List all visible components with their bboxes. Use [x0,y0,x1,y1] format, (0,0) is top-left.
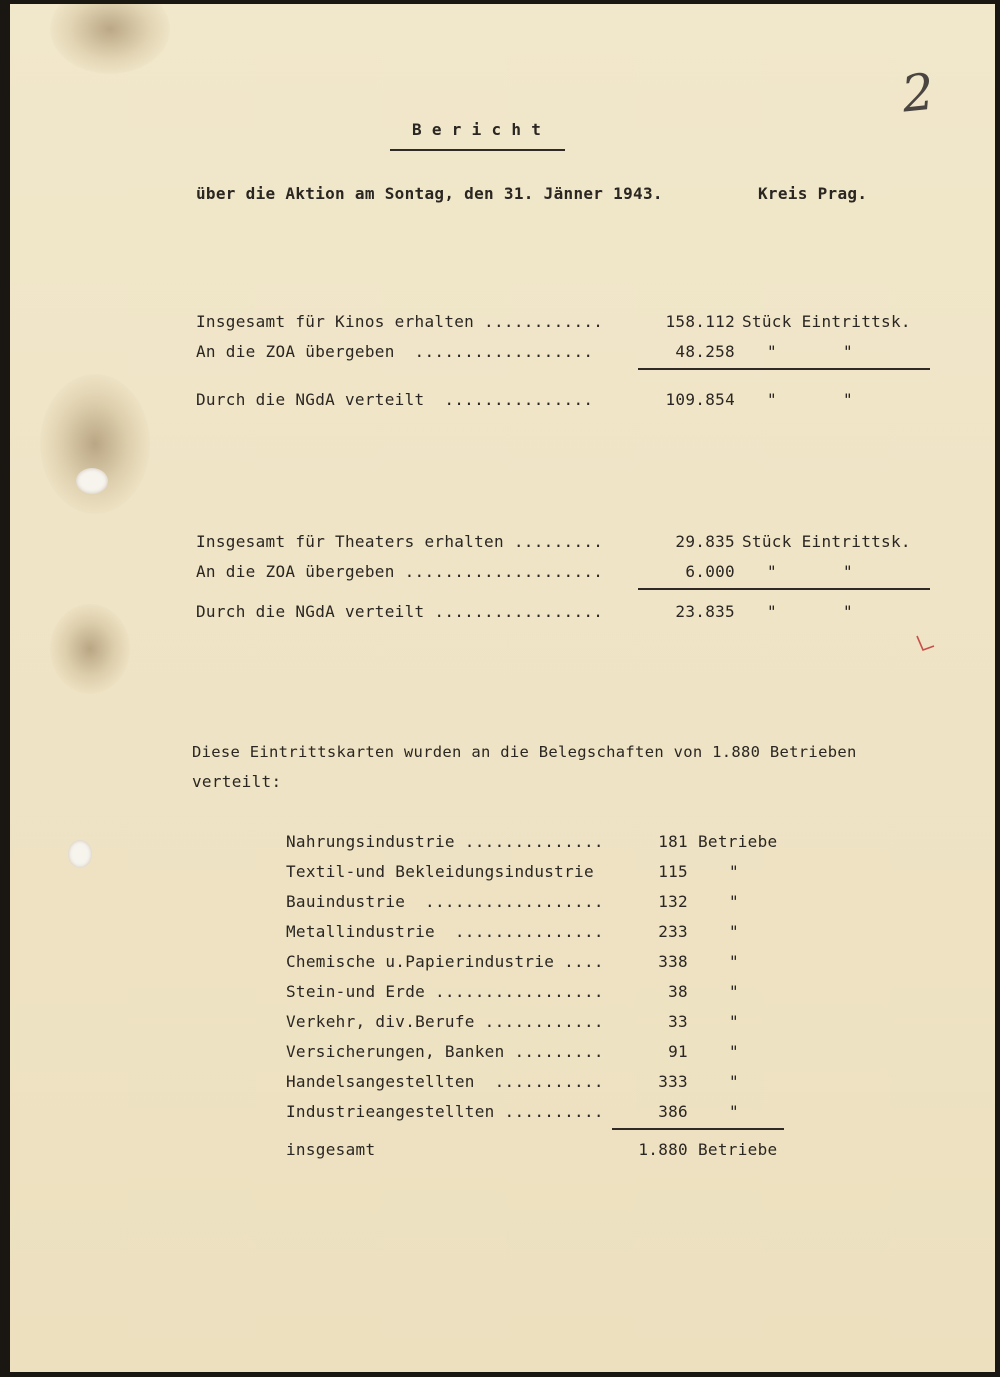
report-subtitle: über die Aktion am Sontag, den 31. Jänner 1943. [196,184,663,203]
ditto-mark: " [843,562,853,581]
ditto-mark: " [767,562,777,581]
industry-unit: " [729,952,739,971]
ditto-mark: " [767,390,777,409]
distribution-text-cont: verteilt: [192,772,282,791]
industry-value: 38 [668,982,688,1001]
punch-hole-bottom [68,840,92,868]
kinos-row-label: Insgesamt für Kinos erhalten ............ [196,312,604,331]
industry-unit: " [729,982,739,1001]
theaters-row-label: Insgesamt für Theaters erhalten ......... [196,532,604,551]
industry-label: Versicherungen, Banken ......... [286,1042,604,1061]
theaters-row-value: 29.835 [675,532,735,551]
theaters-row-value: 6.000 [685,562,735,581]
industry-label: Chemische u.Papierindustrie .... [286,952,604,971]
industry-unit: " [729,892,739,911]
industry-label: Stein-und Erde ................. [286,982,604,1001]
industries-sum-line [612,1128,784,1130]
ditto-mark: " [843,390,853,409]
industry-unit: " [729,1102,739,1121]
industry-value: 115 [658,862,688,881]
report-region: Kreis Prag. [758,184,868,203]
industry-value: 181 [658,832,688,851]
stain-left-margin-2 [50,604,130,694]
industry-value: 91 [668,1042,688,1061]
distribution-text: Diese Eintrittskarten wurden an die Belegschaften von 1.880 Betrieben [192,743,857,761]
industry-label: Verkehr, div.Berufe ............ [286,1012,604,1031]
title-underline [390,149,565,151]
document-page [10,4,995,1372]
industry-label: Textil-und Bekleidungsindustrie [286,862,594,881]
kinos-row-value: 158.112 [665,312,735,331]
total-value: 1.880 [638,1140,688,1159]
ditto-mark: " [767,602,777,621]
theaters-sum-line [638,588,930,590]
check-mark-icon [914,632,938,656]
kinos-row-value: 48.258 [675,342,735,361]
theaters-row-unit: Stück Eintrittsk. [742,532,911,551]
industry-label: Metallindustrie ............... [286,922,604,941]
kinos-sum-line [638,368,930,370]
stain-top-left [50,4,170,74]
industry-value: 233 [658,922,688,941]
kinos-row-label: An die ZOA übergeben .................. [196,342,594,361]
total-unit: Betriebe [698,1140,778,1159]
kinos-row-value: 109.854 [665,390,735,409]
ditto-mark: " [843,342,853,361]
industry-unit: Betriebe [698,832,778,851]
industry-unit: " [729,1072,739,1091]
industry-label: Handelsangestellten ........... [286,1072,604,1091]
kinos-row-unit: Stück Eintrittsk. [742,312,911,331]
industry-value: 333 [658,1072,688,1091]
total-label: insgesamt [286,1140,376,1159]
page-number: 2 [899,62,937,124]
report-title: B e r i c h t [412,120,542,139]
industry-value: 132 [658,892,688,911]
industry-label: Industrieangestellten .......... [286,1102,604,1121]
ditto-mark: " [767,342,777,361]
ditto-mark: " [843,602,853,621]
theaters-row-value: 23.835 [675,602,735,621]
industry-label: Nahrungsindustrie .............. [286,832,604,851]
industry-value: 338 [658,952,688,971]
theaters-row-label: Durch die NGdA verteilt ................. [196,602,604,621]
theaters-row-label: An die ZOA übergeben .................... [196,562,604,581]
industry-value: 386 [658,1102,688,1121]
industry-value: 33 [668,1012,688,1031]
industry-unit: " [729,922,739,941]
industry-unit: " [729,1012,739,1031]
industry-unit: " [729,862,739,881]
industry-unit: " [729,1042,739,1061]
punch-hole-top [76,468,108,494]
industry-label: Bauindustrie .................. [286,892,604,911]
kinos-row-label: Durch die NGdA verteilt ............... [196,390,594,409]
